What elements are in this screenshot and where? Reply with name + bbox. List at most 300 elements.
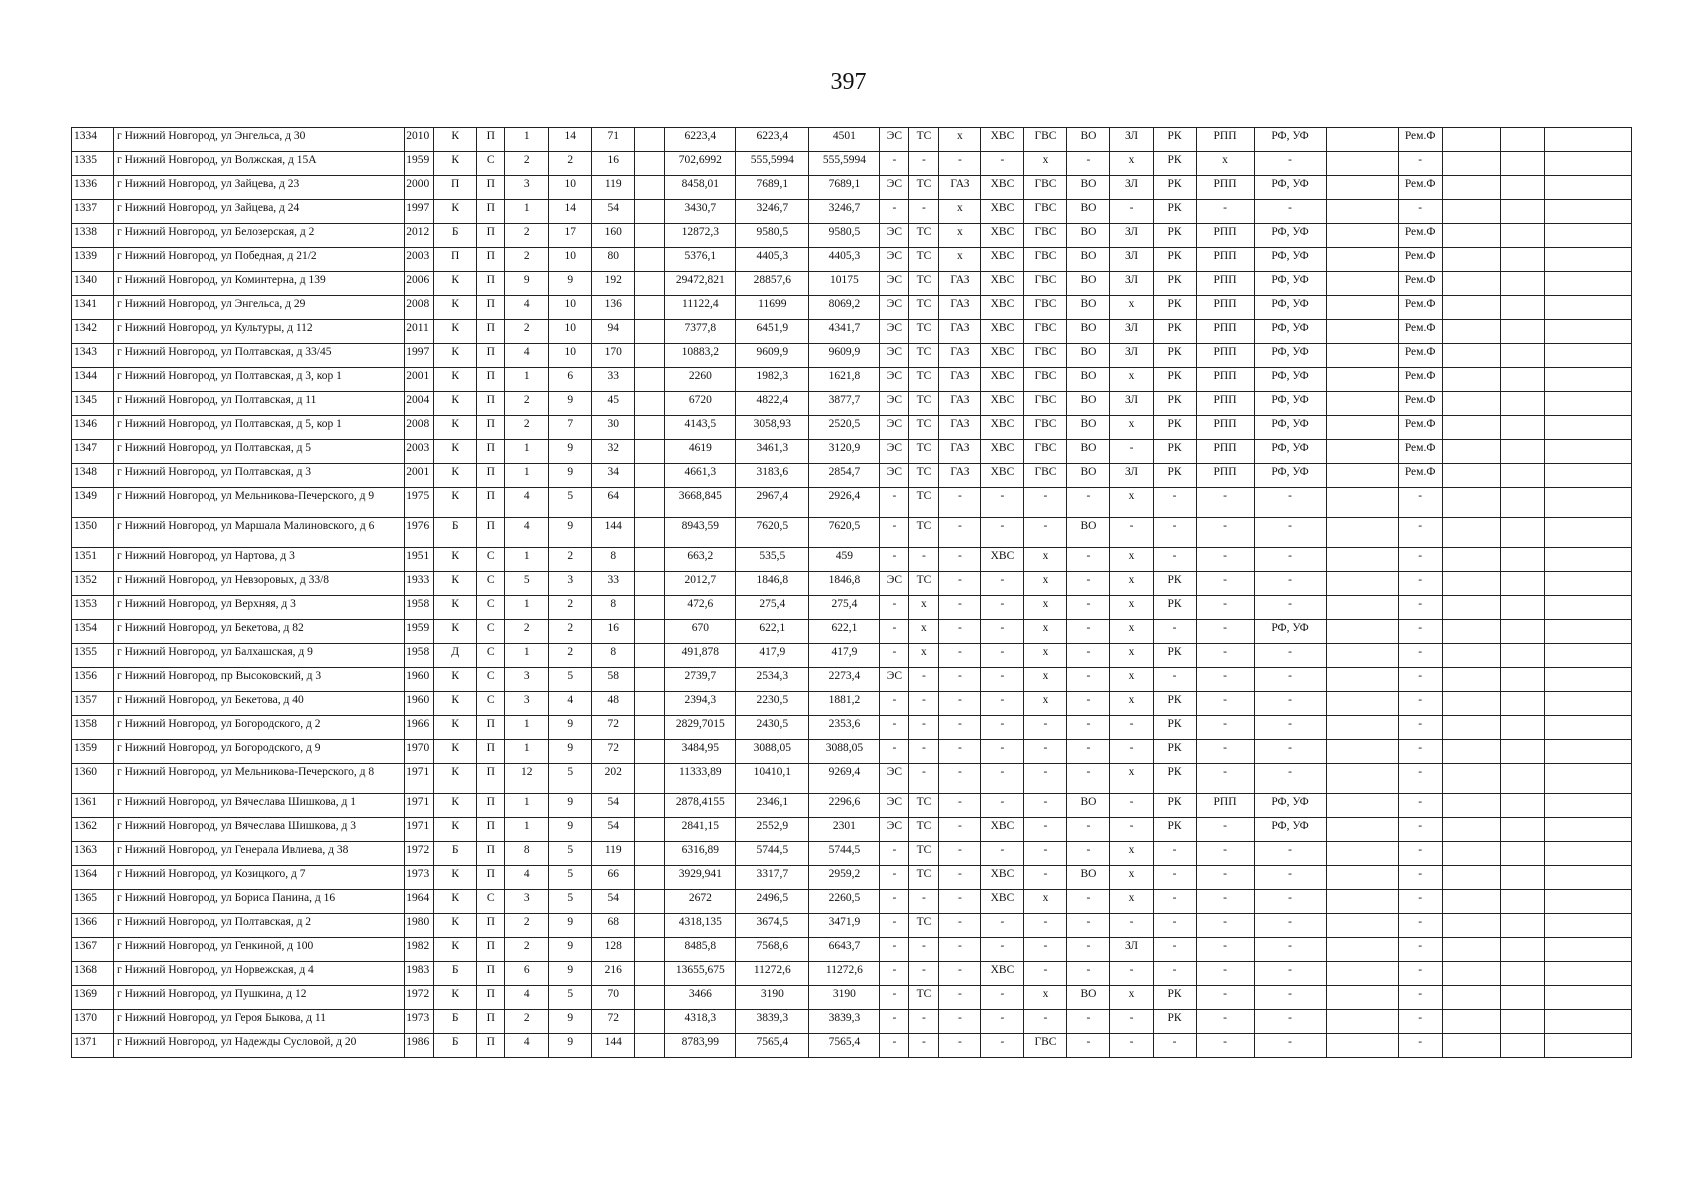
table-cell: - [1254,914,1326,938]
table-cell: - [939,1034,981,1058]
table-row [72,128,1632,152]
table-cell: 170 [592,344,635,368]
table-cell: - [1196,842,1254,866]
table-cell [1544,248,1631,272]
table-cell: - [1153,668,1196,692]
table-cell: 1971 [405,764,434,794]
table-cell: 3 [505,668,549,692]
table-cell: - [1254,644,1326,668]
table-cell: х [909,620,939,644]
table-cell [635,518,665,548]
table-cell: 48 [592,692,635,716]
table-cell: - [880,914,909,938]
table-cell: 2430,5 [736,716,809,740]
table-cell [1500,296,1544,320]
table-cell: - [1196,548,1254,572]
table-cell [1442,596,1500,620]
table-cell: 2 [505,416,549,440]
table-cell: 10 [549,248,592,272]
row-number-cell: 1337 [72,200,114,224]
table-cell: 2 [505,1010,549,1034]
table-cell: - [981,152,1024,176]
table-cell: 2301 [809,818,880,842]
table-cell: ЗЛ [1110,320,1153,344]
row-number-cell: 1334 [72,128,114,152]
table-cell: ТС [909,248,939,272]
table-cell: 3461,3 [736,440,809,464]
table-cell [1442,296,1500,320]
table-cell: 2001 [405,464,434,488]
table-cell [1442,572,1500,596]
table-cell: - [880,842,909,866]
table-cell: 58 [592,668,635,692]
address-cell: г Нижний Новгород, ул Богородского, д 2 [114,716,405,740]
address-cell: г Нижний Новгород, ул Полтавская, д 2 [114,914,405,938]
table-cell: ГВС [1024,416,1067,440]
table-cell: 2 [549,152,592,176]
address-cell: г Нижний Новгород, ул Белозерская, д 2 [114,224,405,248]
table-cell: К [434,440,477,464]
table-cell: х [909,596,939,620]
table-cell [1326,368,1398,392]
table-cell: 4619 [665,440,736,464]
table-cell: К [434,620,477,644]
table-cell: 2 [505,224,549,248]
table-cell [1544,986,1631,1010]
table-cell: - [981,488,1024,518]
table-cell: 54 [592,794,635,818]
table-cell: 11272,6 [809,962,880,986]
table-row [72,794,1632,818]
row-number-cell: 1349 [72,488,114,518]
table-cell [1442,518,1500,548]
table-cell: С [477,548,505,572]
table-cell: 1971 [405,818,434,842]
table-cell: ЗЛ [1110,464,1153,488]
table-cell [1544,344,1631,368]
address-cell: г Нижний Новгород, ул Надежды Сусловой, д 20 [114,1034,405,1058]
table-cell: РК [1153,248,1196,272]
table-cell: - [909,1010,939,1034]
table-cell: 29472,821 [665,272,736,296]
table-cell: 2 [505,938,549,962]
table-cell [1500,518,1544,548]
table-cell: 2001 [405,368,434,392]
table-cell [1544,488,1631,518]
table-cell [1442,128,1500,152]
table-cell: ГВС [1024,464,1067,488]
table-cell: ГАЗ [939,368,981,392]
table-cell: РК [1153,644,1196,668]
table-cell: 2260 [665,368,736,392]
table-cell: х [1110,416,1153,440]
table-cell [1500,914,1544,938]
table-cell: 3088,05 [736,740,809,764]
table-cell: ТС [909,128,939,152]
table-cell: - [880,1034,909,1058]
table-cell: - [981,1034,1024,1058]
table-cell: - [1153,866,1196,890]
table-cell: - [880,740,909,764]
table-cell: Б [434,518,477,548]
row-number-cell: 1357 [72,692,114,716]
table-cell [635,692,665,716]
table-cell: 4661,3 [665,464,736,488]
table-cell [1500,842,1544,866]
table-row [72,548,1632,572]
table-cell: х [1024,548,1067,572]
table-cell: ЭС [880,272,909,296]
table-cell: К [434,764,477,794]
table-cell [635,440,665,464]
table-cell: - [1196,572,1254,596]
table-cell: 555,5994 [809,152,880,176]
table-cell: ГВС [1024,368,1067,392]
table-cell: - [939,692,981,716]
table-cell: х [1024,596,1067,620]
table-cell: 2 [505,392,549,416]
table-cell: х [1110,890,1153,914]
table-cell: 2 [505,248,549,272]
table-cell [1326,518,1398,548]
row-number-cell: 1359 [72,740,114,764]
table-cell: - [1024,794,1067,818]
table-cell: х [1110,644,1153,668]
table-cell [1500,128,1544,152]
table-cell [1544,716,1631,740]
table-cell: 4 [505,344,549,368]
table-cell: 5 [549,986,592,1010]
table-cell: - [1254,962,1326,986]
address-cell: г Нижний Новгород, ул Мельникова-Печерского, д 8 [114,764,405,794]
table-cell: 1982 [405,938,434,962]
table-cell [635,914,665,938]
table-cell: ЭС [880,392,909,416]
row-number-cell: 1370 [72,1010,114,1034]
table-cell: - [981,764,1024,794]
page-number: 397 [830,69,867,95]
table-cell: ВО [1067,320,1110,344]
table-row [72,248,1632,272]
row-number-cell: 1361 [72,794,114,818]
table-cell: РФ, УФ [1254,392,1326,416]
table-cell: 34 [592,464,635,488]
table-row [72,518,1632,548]
table-cell [1544,272,1631,296]
table-cell: ХВС [981,296,1024,320]
table-cell [1544,962,1631,986]
table-cell: ТС [909,416,939,440]
table-cell: 80 [592,248,635,272]
table-cell: РК [1153,440,1196,464]
table-cell [1326,866,1398,890]
table-cell: П [477,866,505,890]
table-cell: - [1196,914,1254,938]
table-cell: РФ, УФ [1254,368,1326,392]
table-cell [1544,296,1631,320]
table-cell: 9 [549,716,592,740]
table-cell: П [477,962,505,986]
table-cell: К [434,740,477,764]
table-row [72,440,1632,464]
table-cell: 1972 [405,842,434,866]
table-cell: ЭС [880,668,909,692]
table-cell: - [1254,986,1326,1010]
table-cell: 7620,5 [736,518,809,548]
table-cell: - [1024,818,1067,842]
table-cell: х [1110,596,1153,620]
table-cell: - [1110,200,1153,224]
table-cell [635,368,665,392]
table-cell [635,176,665,200]
table-cell: - [1153,890,1196,914]
table-row [72,914,1632,938]
table-cell: - [909,668,939,692]
table-cell [1442,740,1500,764]
address-cell: г Нижний Новгород, ул Бекетова, д 82 [114,620,405,644]
table-cell: К [434,692,477,716]
table-cell [1442,224,1500,248]
table-cell: - [1067,620,1110,644]
row-number-cell: 1354 [72,620,114,644]
table-cell: х [1110,152,1153,176]
table-cell: 9 [549,740,592,764]
table-cell [635,644,665,668]
row-number-cell: 1367 [72,938,114,962]
table-cell [1326,464,1398,488]
table-cell: х [1024,692,1067,716]
table-cell: 4501 [809,128,880,152]
table-cell: - [1196,818,1254,842]
table-cell [635,890,665,914]
table-cell: - [1153,518,1196,548]
table-cell [635,464,665,488]
table-cell: - [939,620,981,644]
row-number-cell: 1341 [72,296,114,320]
table-cell: - [1067,818,1110,842]
table-cell: 1951 [405,548,434,572]
table-cell: ЗЛ [1110,248,1153,272]
table-cell: К [434,794,477,818]
table-cell [1500,986,1544,1010]
table-cell: 3 [505,176,549,200]
table-cell: К [434,938,477,962]
table-cell: - [1153,914,1196,938]
table-cell: - [909,938,939,962]
table-cell: 9269,4 [809,764,880,794]
table-cell: - [1398,668,1442,692]
table-cell: 2353,6 [809,716,880,740]
table-cell: ТС [909,986,939,1010]
table-cell: РК [1153,464,1196,488]
table-cell: - [981,914,1024,938]
table-cell: 70 [592,986,635,1010]
address-cell: г Нижний Новгород, ул Энгельса, д 30 [114,128,405,152]
table-cell: - [1254,572,1326,596]
table-cell: - [1398,866,1442,890]
table-cell: - [909,890,939,914]
table-cell: 4405,3 [809,248,880,272]
table-cell: ВО [1067,200,1110,224]
table-cell: - [1196,716,1254,740]
table-cell: 2273,4 [809,668,880,692]
table-cell: - [1398,1010,1442,1034]
table-cell [1500,272,1544,296]
table-cell [1326,692,1398,716]
table-cell [1500,224,1544,248]
address-cell: г Нижний Новгород, ул Верхняя, д 3 [114,596,405,620]
table-cell [1442,152,1500,176]
table-cell: - [1024,914,1067,938]
row-number-cell: 1364 [72,866,114,890]
table-cell: 1958 [405,596,434,620]
table-cell: 45 [592,392,635,416]
table-cell: - [1024,764,1067,794]
table-cell: - [1067,716,1110,740]
row-number-cell: 1338 [72,224,114,248]
table-cell [1500,644,1544,668]
table-cell: 8 [592,596,635,620]
table-cell: 2008 [405,296,434,320]
table-cell [1544,764,1631,794]
table-cell: - [1196,962,1254,986]
table-cell: ТС [909,464,939,488]
table-cell: 1982,3 [736,368,809,392]
table-cell [635,152,665,176]
table-cell: Рем.Ф [1398,416,1442,440]
table-cell: 2 [505,320,549,344]
row-number-cell: 1335 [72,152,114,176]
table-cell: П [477,716,505,740]
table-cell: ВО [1067,272,1110,296]
table-cell: С [477,668,505,692]
table-cell: ГВС [1024,248,1067,272]
table-cell: 4 [505,986,549,1010]
table-cell: 6316,89 [665,842,736,866]
table-cell: - [1067,1010,1110,1034]
table-cell: 119 [592,176,635,200]
table-cell: 160 [592,224,635,248]
table-cell: 2 [549,548,592,572]
table-cell: Рем.Ф [1398,176,1442,200]
table-cell: ГВС [1024,224,1067,248]
table-cell: ЭС [880,818,909,842]
table-cell: - [939,596,981,620]
table-row [72,962,1632,986]
table-cell: 4 [505,518,549,548]
table-cell: - [1110,794,1153,818]
table-cell: - [880,518,909,548]
table-cell: РФ, УФ [1254,128,1326,152]
table-cell: РПП [1196,272,1254,296]
table-cell: 3839,3 [736,1010,809,1034]
table-cell: ЗЛ [1110,272,1153,296]
table-cell [635,272,665,296]
table-cell: ЭС [880,764,909,794]
table-cell: х [939,224,981,248]
table-cell: 1 [505,596,549,620]
table-cell: х [1024,890,1067,914]
table-cell [1326,176,1398,200]
table-cell: - [1024,938,1067,962]
table-cell: - [1398,596,1442,620]
table-cell: - [981,668,1024,692]
table-cell: 16 [592,152,635,176]
table-cell: ХВС [981,962,1024,986]
table-cell: - [1398,962,1442,986]
table-cell: ТС [909,866,939,890]
table-cell: ЭС [880,248,909,272]
table-cell: 3471,9 [809,914,880,938]
table-cell: ГАЗ [939,392,981,416]
table-cell: х [1110,296,1153,320]
address-cell: г Нижний Новгород, ул Зайцева, д 23 [114,176,405,200]
table-cell: - [1398,152,1442,176]
table-cell: - [981,794,1024,818]
table-cell: 10 [549,176,592,200]
table-cell: - [909,692,939,716]
table-cell: С [477,596,505,620]
table-cell: - [1153,620,1196,644]
table-cell: - [909,1034,939,1058]
table-cell: - [981,938,1024,962]
table-row [72,1034,1632,1058]
table-cell: К [434,866,477,890]
table-cell [1326,248,1398,272]
table-cell: - [1254,488,1326,518]
table-cell [1500,572,1544,596]
table-cell: - [1024,518,1067,548]
table-cell: РК [1153,296,1196,320]
table-cell [1326,668,1398,692]
table-cell: РПП [1196,794,1254,818]
table-cell [635,224,665,248]
table-cell: 1958 [405,644,434,668]
table-cell: 1976 [405,518,434,548]
table-cell: 54 [592,818,635,842]
table-cell: - [1254,596,1326,620]
table-cell: 2534,3 [736,668,809,692]
table-cell [1500,740,1544,764]
table-cell: ГВС [1024,200,1067,224]
table-cell: - [939,740,981,764]
table-cell: 2841,15 [665,818,736,842]
table-cell: 2230,5 [736,692,809,716]
table-cell: 2 [549,620,592,644]
table-cell: 9 [549,440,592,464]
table-cell: - [1398,644,1442,668]
table-cell [1442,248,1500,272]
row-number-cell: 1366 [72,914,114,938]
table-cell [1544,1034,1631,1058]
table-cell: ХВС [981,128,1024,152]
table-cell: 622,1 [736,620,809,644]
table-cell: К [434,320,477,344]
table-cell: х [1110,620,1153,644]
table-cell [1500,818,1544,842]
table-cell: РПП [1196,392,1254,416]
table-cell: ЭС [880,794,909,818]
table-cell: х [1024,620,1067,644]
table-cell: 1 [505,794,549,818]
table-cell: 2296,6 [809,794,880,818]
table-cell: РК [1153,272,1196,296]
table-cell: 1621,8 [809,368,880,392]
table-cell: 3 [505,890,549,914]
table-cell: х [1110,488,1153,518]
table-cell: РФ, УФ [1254,272,1326,296]
table-cell: - [1398,620,1442,644]
